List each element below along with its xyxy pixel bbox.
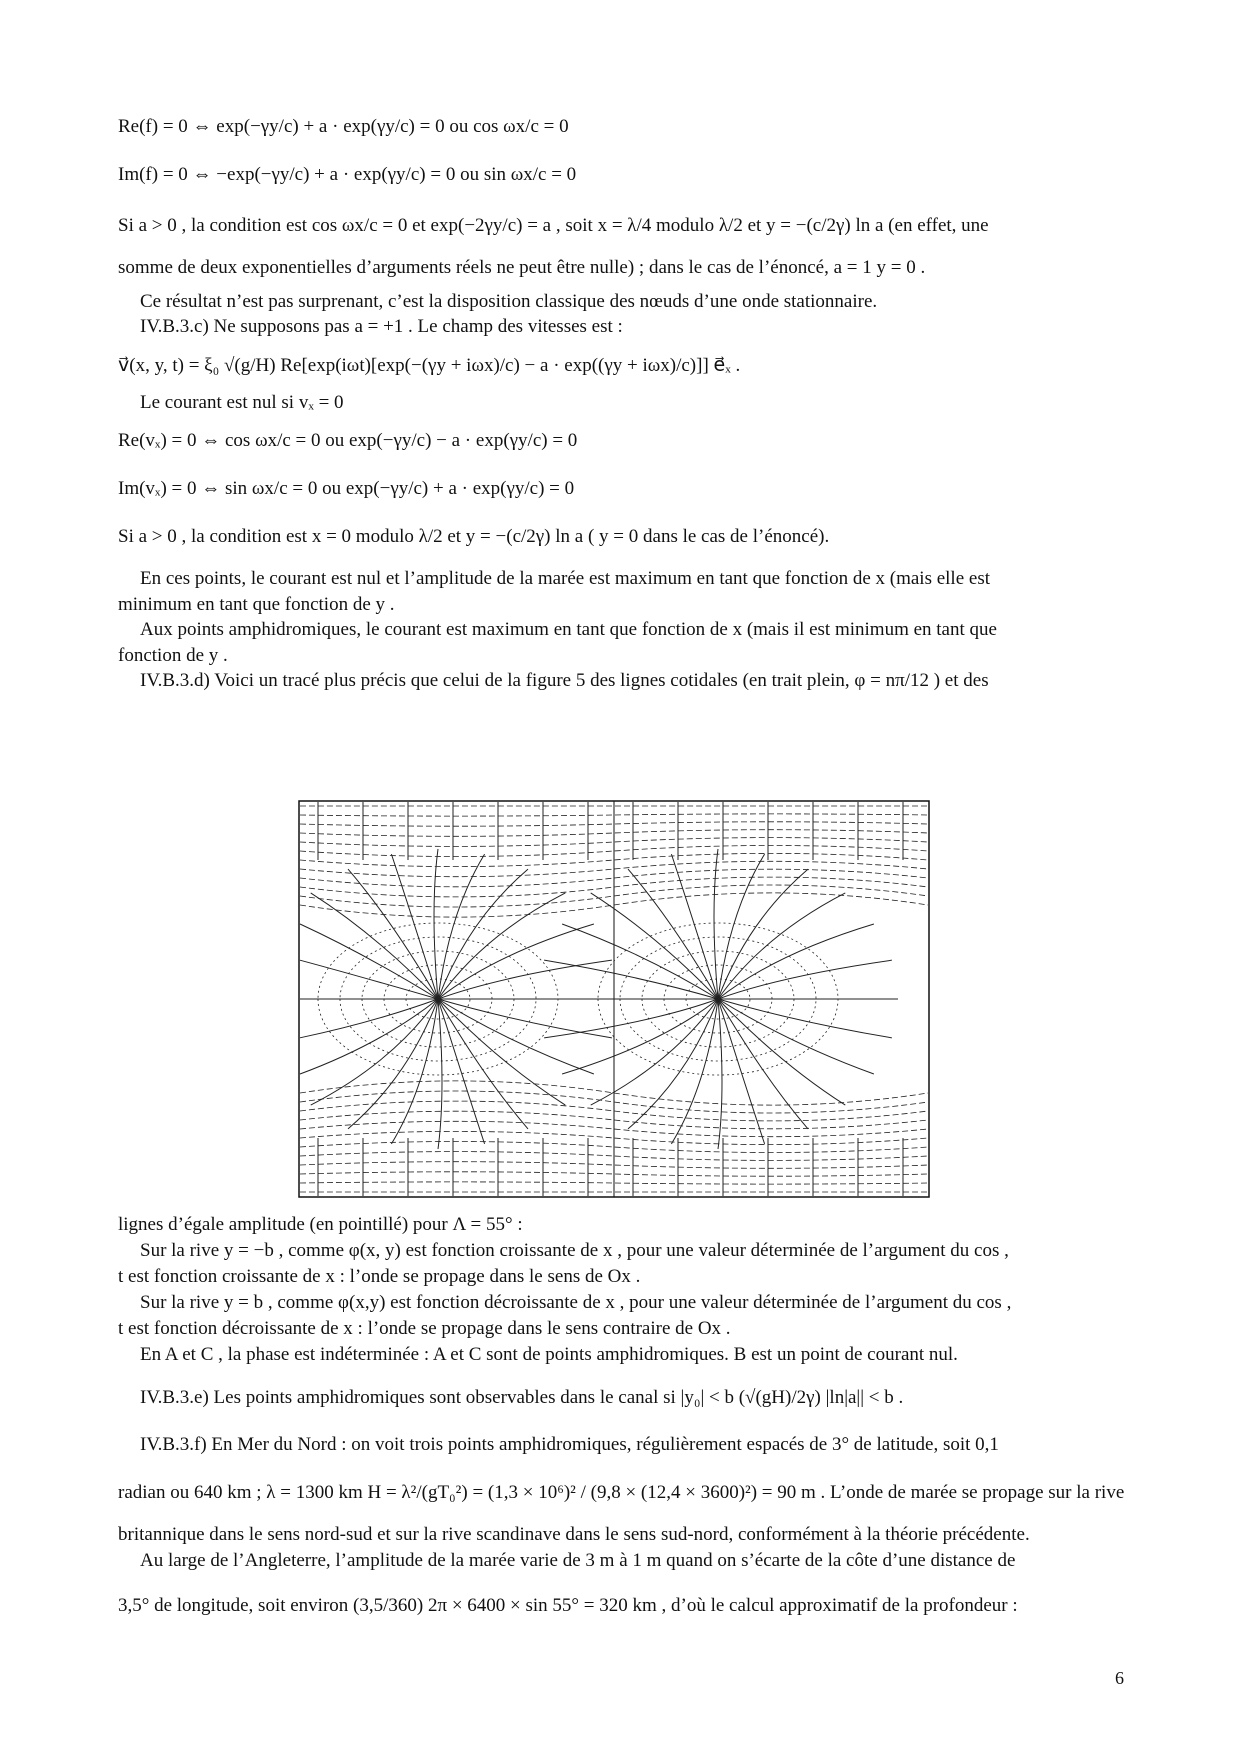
paragraph-line: 3,5° de longitude, soit environ (3,5/360) 2π × 6400 × sin 55° = 320 km , d’où le calcul approximatif de la profondeur : bbox=[118, 1595, 1018, 1616]
paragraph-line: fonction de y . bbox=[118, 645, 228, 666]
equation-im-v: Im(vₓ) = 0 ⇔ sin ωx/c = 0 ou exp(−γy/c) + a · exp(γy/c) = 0 bbox=[118, 478, 575, 499]
page-number: 6 bbox=[1115, 1668, 1124, 1688]
paragraph-line: Ce résultat n’est pas surprenant, c’est la disposition classique des nœuds d’une onde stationnaire. bbox=[140, 291, 878, 312]
paragraph-line: En ces points, le courant est nul et l’amplitude de la marée est maximum en tant que fonction de x (mais elle est bbox=[140, 568, 990, 589]
section-heading: IV.B.3.c) Ne supposons pas a = +1 . Le champ des vitesses est : bbox=[140, 316, 623, 337]
paragraph-line: lignes d’égale amplitude (en pointillé) pour Λ = 55° : bbox=[118, 1214, 523, 1235]
paragraph-line: Si a > 0 , la condition est cos ωx/c = 0 et exp(−2γy/c) = a , soit x = λ/4 modulo λ/2 et y = −(c/2γ) ln a (en effet, une bbox=[118, 215, 989, 236]
equation-re-f: Re(f) = 0 ⇔ exp(−γy/c) + a · exp(γy/c) = 0 ou cos ωx/c = 0 bbox=[118, 116, 569, 137]
paragraph-line: Si a > 0 , la condition est x = 0 modulo λ/2 et y = −(c/2γ) ln a ( y = 0 dans le cas de l’énoncé). bbox=[118, 526, 830, 547]
paragraph-line: Aux points amphidromiques, le courant est maximum en tant que fonction de x (mais il est minimum en tant que bbox=[140, 619, 997, 640]
paragraph-line: britannique dans le sens nord-sud et sur la rive scandinave dans le sens sud-nord, conformément à la théorie précédente. bbox=[118, 1524, 1030, 1545]
paragraph-line: t est fonction croissante de x : l’onde se propage dans le sens de Ox . bbox=[118, 1266, 641, 1287]
paragraph-line: Le courant est nul si vₓ = 0 bbox=[140, 392, 344, 413]
equation-velocity: v⃗(x, y, t) = ξ₀ √(g/H) Re[exp(iωt)[exp(−(γy + iωx)/c) − a · exp((γy + iωx)/c)]] e⃗ₓ . bbox=[118, 355, 741, 376]
cotidal-lines-figure bbox=[298, 800, 930, 1198]
paragraph-line: minimum en tant que fonction de y . bbox=[118, 594, 395, 615]
paragraph-line: radian ou 640 km ; λ = 1300 km H = λ²/(gT₀²) = (1,3 × 10⁶)² / (9,8 × (12,4 × 3600)²) = 90 m . L’onde de marée se propage sur la rive bbox=[118, 1482, 1125, 1503]
paragraph-line: somme de deux exponentielles d’arguments réels ne peut être nulle) ; dans le cas de l’énoncé, a = 1 y = 0 . bbox=[118, 257, 926, 278]
paragraph-line: t est fonction décroissante de x : l’onde se propage dans le sens contraire de Ox . bbox=[118, 1318, 731, 1339]
section-heading: IV.B.3.f) En Mer du Nord : on voit trois points amphidromiques, régulièrement espacés de 3° de latitude, soit 0,1 bbox=[140, 1434, 999, 1455]
paragraph-line: En A et C , la phase est indéterminée : A et C sont de points amphidromiques. B est un point de courant nul. bbox=[140, 1344, 958, 1365]
equation-im-f: Im(f) = 0 ⇔ −exp(−γy/c) + a · exp(γy/c) = 0 ou sin ωx/c = 0 bbox=[118, 164, 577, 185]
section-heading: IV.B.3.e) Les points amphidromiques sont observables dans le canal si |y₀| < b (√(gH)/2γ) |ln|a|| < b . bbox=[140, 1387, 904, 1408]
paragraph-line: Sur la rive y = b , comme φ(x,y) est fonction décroissante de x , pour une valeur déterminée de l’argument du cos , bbox=[140, 1292, 1012, 1313]
section-heading: IV.B.3.d) Voici un tracé plus précis que celui de la figure 5 des lignes cotidales (en trait plein, φ = nπ/12 ) et des bbox=[140, 670, 989, 691]
equation-re-v: Re(vₓ) = 0 ⇔ cos ωx/c = 0 ou exp(−γy/c) − a · exp(γy/c) = 0 bbox=[118, 430, 578, 451]
paragraph-line: Sur la rive y = −b , comme φ(x, y) est fonction croissante de x , pour une valeur déterminée de l’argument du cos , bbox=[140, 1240, 1009, 1261]
paragraph-line: Au large de l’Angleterre, l’amplitude de la marée varie de 3 m à 1 m quand on s’écarte de la côte d’une distance de bbox=[140, 1550, 1016, 1571]
